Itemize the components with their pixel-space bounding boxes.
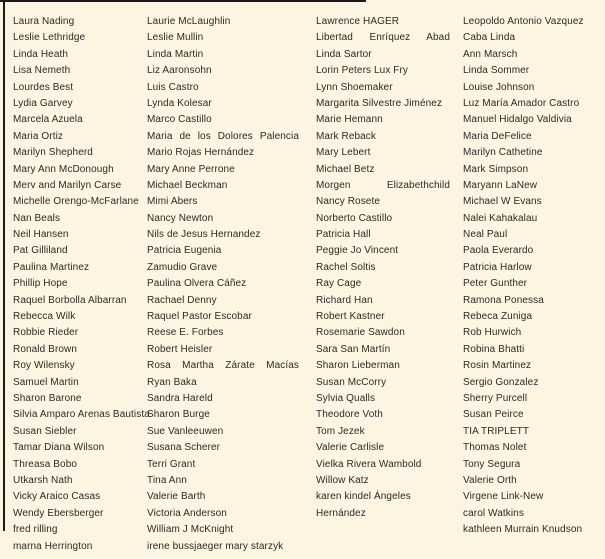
list-item: Lisa Nemeth (13, 65, 71, 77)
list-item: karen kindel Ángeles (316, 491, 411, 503)
list-item: Caba Linda (463, 32, 516, 44)
scan-artifact-top-line (0, 0, 366, 2)
list-item: Tony Segura (463, 458, 521, 470)
list-item: Mimi Abers (147, 196, 198, 208)
list-item: Lynn Shoemaker (316, 81, 393, 93)
list-item: Ann Marsch (463, 48, 518, 60)
list-item: Libertad Enríquez Abad (316, 32, 450, 44)
list-item: Valerie Orth (463, 474, 517, 486)
list-item: Rosa Martha Zárate Macías (147, 360, 299, 372)
list-item: Luis Castro (147, 81, 199, 93)
list-item: Willow Katz (316, 474, 369, 486)
list-item: Raquel Borbolla Albarran (13, 294, 127, 306)
list-item: Rosin Martinez (463, 360, 532, 372)
list-item: Sara San Martín (316, 343, 391, 355)
list-item: Richard Han (316, 294, 373, 306)
list-item: Sylvia Qualls (316, 392, 376, 404)
list-item: Susana Scherer (147, 442, 221, 454)
list-item: Robina Bhatti (463, 343, 525, 355)
name-column-3 (316, 14, 450, 522)
list-item: Ray Cage (316, 278, 362, 290)
list-item: Marco Castillo (147, 114, 212, 126)
list-item: Theodore Voth (316, 409, 383, 421)
list-item: Paulina Martinez (13, 261, 90, 273)
list-item: Utkarsh Nath (13, 474, 73, 486)
list-item: Hernández (316, 507, 366, 519)
list-item: Thomas Nolet (463, 442, 527, 454)
list-item: Virgene Link-New (463, 491, 544, 503)
list-item: Sherry Purcell (463, 392, 528, 404)
list-item: Luz María Amador Castro (463, 97, 580, 109)
list-item: Phillip Hope (13, 278, 68, 290)
list-item: Sandra Hareld (147, 392, 213, 404)
list-item: Silvia Amparo Arenas Bautista (13, 409, 150, 421)
list-item: Patricia Eugenia (147, 245, 222, 257)
list-item: Linda Sommer (463, 65, 530, 77)
list-item: Sue Vanleeuwen (147, 425, 224, 437)
list-item: Manuel Hidalgo Valdivia (463, 114, 572, 126)
list-item: Liz Aaronsohn (147, 65, 212, 77)
list-item: Sharon Burge (147, 409, 210, 421)
list-item: Rachael Denny (147, 294, 217, 306)
list-item: Peter Gunther (463, 278, 528, 290)
list-item: Tina Ann (147, 474, 187, 486)
list-item: Ronald Brown (13, 343, 78, 355)
list-item: Mark Reback (316, 130, 377, 142)
list-item: Lorin Peters Lux Fry (316, 65, 409, 77)
list-item: Maryann LaNew (463, 179, 538, 191)
list-item: fred rilling (13, 524, 58, 536)
list-item: Morgen Elizabethchild (316, 179, 450, 191)
list-item: Rebecca Wilk (13, 311, 76, 323)
list-item: Vielka Rivera Wambold (316, 458, 422, 470)
list-item: TIA TRIPLETT (463, 425, 530, 437)
list-item: Nancy Rosete (316, 196, 381, 208)
list-item: Leopoldo Antonio Vazquez (463, 16, 584, 27)
list-item: Patricia Harlow (463, 261, 532, 273)
list-item: Neal Paul (463, 229, 508, 241)
list-item: Susan Peirce (463, 409, 524, 421)
name-column-4 (463, 14, 601, 539)
name-column-2 (147, 14, 299, 555)
list-item: Sharon Lieberman (316, 360, 400, 372)
list-item: Zamudio Grave (147, 261, 218, 273)
list-item: Mary Lebert (316, 147, 371, 159)
list-item: Vicky Araico Casas (13, 491, 101, 503)
list-item: Ryan Baka (147, 376, 197, 388)
list-item: Lawrence HAGER (316, 16, 400, 27)
list-item: Tom Jezek (316, 425, 365, 437)
list-item: Lourdes Best (13, 81, 74, 93)
list-item: carol Watkins (463, 507, 524, 519)
list-item: Robert Kastner (316, 311, 385, 323)
list-item: Ramona Ponessa (463, 294, 544, 306)
list-item: Marcela Azuela (13, 114, 83, 126)
list-item: Nils de Jesus Hernandez (147, 229, 261, 241)
list-item: Reese E. Forbes (147, 327, 224, 339)
list-item: Nalei Kahakalau (463, 212, 538, 224)
list-item: Margarita Silvestre Jiménez (316, 97, 443, 109)
list-item: Laura Nading (13, 16, 75, 27)
list-item: Louise Johnson (463, 81, 535, 93)
list-item: Norberto Castillo (316, 212, 393, 224)
list-item: Leslie Mullin (147, 32, 204, 44)
list-item: Victoria Anderson (147, 507, 227, 519)
list-item: Merv and Marilyn Carse (13, 179, 122, 191)
list-item: Tamar Diana Wilson (13, 442, 105, 454)
list-item: Roy Wilensky (13, 360, 75, 372)
list-item: Susan Siebler (13, 425, 77, 437)
list-item: Marilyn Shepherd (13, 147, 93, 159)
list-item: Maria Ortiz (13, 130, 63, 142)
list-item: Michael W Evans (463, 196, 542, 208)
list-item: Marie Hemann (316, 114, 383, 126)
list-item: Linda Martin (147, 48, 204, 60)
list-item: Mark Simpson (463, 163, 529, 175)
scan-artifact-left-line (3, 0, 5, 531)
list-item: Laurie McLaughlin (147, 16, 231, 27)
list-item: Robbie Rieder (13, 327, 79, 339)
list-item: Susan McCorry (316, 376, 387, 388)
list-item: Maria DeFelice (463, 130, 532, 142)
list-item: Lynda Kolesar (147, 97, 212, 109)
list-item: Michael Beckman (147, 179, 228, 191)
list-item: Lydia Garvey (13, 97, 73, 109)
list-item: Sergio Gonzalez (463, 376, 539, 388)
list-item: Pat Gilliland (13, 245, 68, 257)
list-item: Valerie Carlisle (316, 442, 385, 454)
list-item: Mario Rojas Hernández (147, 147, 255, 159)
name-column-1 (13, 14, 150, 555)
list-item: Patricia Hall (316, 229, 371, 241)
list-item: Samuel Martin (13, 376, 79, 388)
list-item: Threasa Bobo (13, 458, 78, 470)
list-item: Neil Hansen (13, 229, 69, 241)
list-item: Valerie Barth (147, 491, 206, 503)
list-item: Linda Heath (13, 48, 69, 60)
list-item: Wendy Ebersberger (13, 507, 104, 519)
list-item: Rachel Soltis (316, 261, 376, 273)
list-item: Michael Betz (316, 163, 375, 175)
list-item: Michelle Orengo-McFarlane (13, 196, 139, 208)
list-item: Maria de los Dolores Palencia (147, 130, 299, 142)
list-item: Raquel Pastor Escobar (147, 311, 252, 323)
list-item: irene bussjaeger mary starzyk (147, 540, 284, 552)
list-item: Marilyn Cathetine (463, 147, 543, 159)
list-item: Paola Everardo (463, 245, 534, 257)
list-item: Mary Ann McDonough (13, 163, 114, 175)
list-item: Nan Beals (13, 212, 61, 224)
list-item: Mary Anne Perrone (147, 163, 235, 175)
list-item: Peggie Jo Vincent (316, 245, 399, 257)
list-item: Rebeca Zuniga (463, 311, 533, 323)
list-item: Rosemarie Sawdon (316, 327, 405, 339)
list-item: kathleen Murrain Knudson (463, 524, 583, 536)
list-item: Linda Sartor (316, 48, 372, 60)
list-item: Paulina Olvera Cáñez (147, 278, 247, 290)
list-item: Robert Heisler (147, 343, 213, 355)
list-item: Leslie Lethridge (13, 32, 86, 44)
list-item: Rob Hurwich (463, 327, 522, 339)
list-item: William J McKnight (147, 524, 234, 536)
list-item: Terri Grant (147, 458, 196, 470)
list-item: Sharon Barone (13, 392, 82, 404)
list-item: marna Herrington (13, 540, 93, 552)
list-item: Nancy Newton (147, 212, 214, 224)
